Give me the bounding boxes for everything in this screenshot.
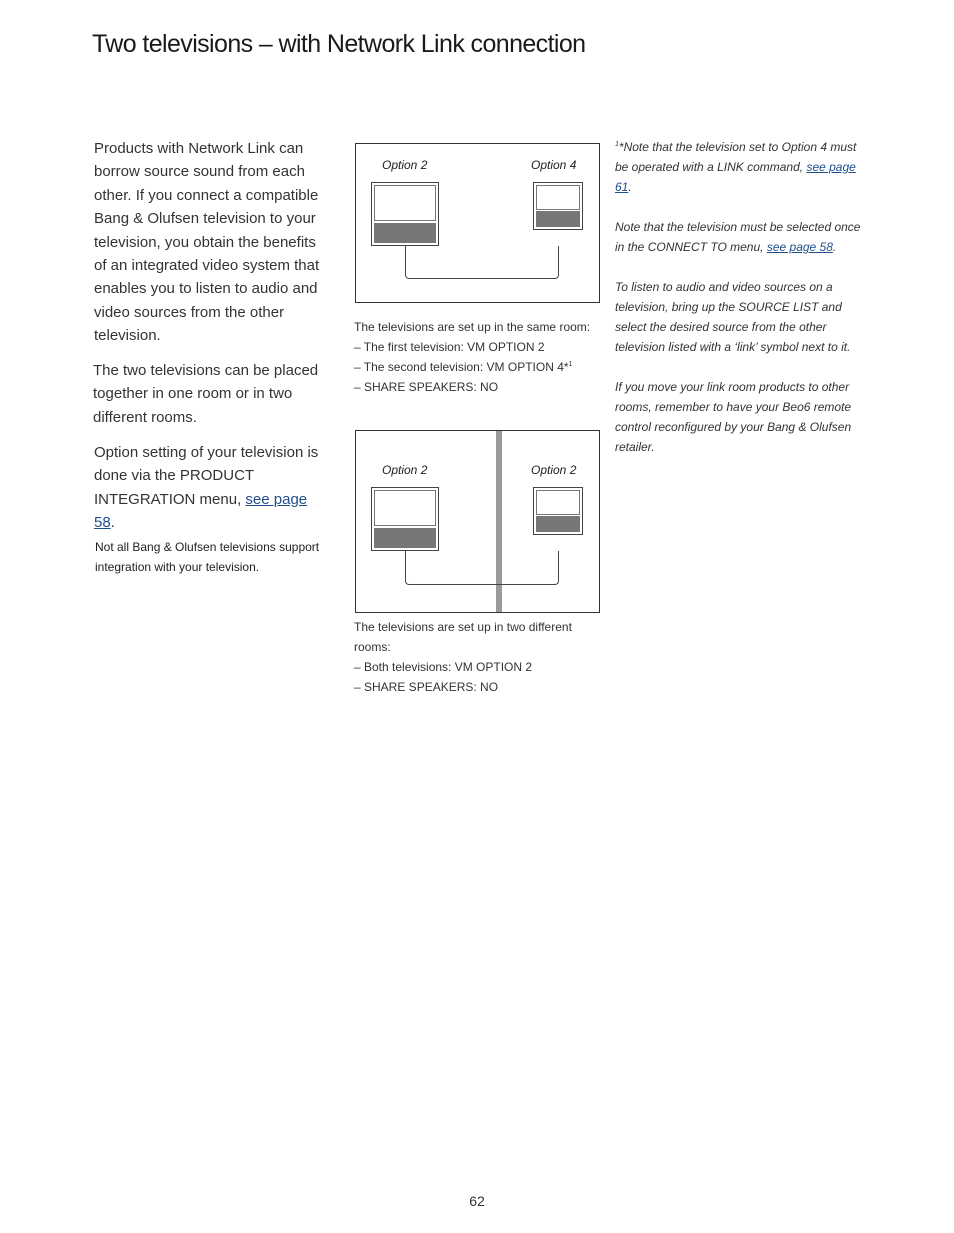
tv-stand [374,223,436,243]
intro-paragraph-1 [94,137,326,348]
connect-to-note [615,217,865,257]
television-large-icon [371,487,439,551]
integration-note: Not all Bang & Olufsen televisions support integration with your television. [95,540,320,574]
option-label-left: Option 2 [382,463,428,477]
see-page-61-link[interactable]: see page 61 [615,160,856,194]
television-small-icon [533,487,583,535]
tv-stand [374,528,436,548]
source-list-text: To listen to audio and video sources on a television, bring up the SOURCE LIST and select the desired source from the other television listed with a ‘link’ symbol next to it. [615,280,851,354]
caption-item-text: – The second television: VM OPTION 4* [354,360,569,374]
caption-two-rooms [354,617,572,697]
intro-text-3-end: . [110,514,115,532]
reconfigure-note [615,377,865,457]
caption-intro: The televisions are set up in two different [354,620,572,634]
connect-to-text [615,217,865,257]
footnote-end: . [628,180,632,194]
caption-intro-cont: rooms: [354,640,391,654]
footnote-text [615,137,865,197]
intro-paragraph-2 [93,359,325,429]
intro-text-1: Products with Network Link can borrow source sound from each other. If you connect a compatible Bang & Olufsen television to your television, you obtain the benefits of an integrated video system that enables you to listen to audio and video sources from the other television. [94,140,320,345]
footnote-body: *Note that the television set to Option 4 must be operated with a LINK command, [615,140,857,174]
television-small-icon [533,182,583,230]
footnote-marker: 1 [568,361,573,368]
diagram-two-rooms [355,430,600,613]
caption-item-text: – The first television: VM OPTION 2 [354,340,545,354]
tv-screen [536,185,580,210]
page-number: 62 [469,1193,485,1209]
caption-item-text: – Both televisions: VM OPTION 2 [354,660,533,674]
page-title: Two televisions – with Network Link connection [92,30,586,58]
caption-item [354,377,590,397]
connect-to-body: Note that the television must be selected once in the CONNECT TO menu, [615,220,861,254]
tv-screen [536,490,580,515]
caption-same-room [354,317,590,397]
caption-item-text: – SHARE SPEAKERS: NO [354,680,499,694]
option-label-left: Option 2 [382,158,428,172]
footnote-marker: 1 [615,141,619,148]
network-link-cable [405,551,559,585]
tv-stand [536,211,580,227]
caption-intro: The televisions are set up in the same room: [354,320,591,334]
tv-screen [374,185,436,221]
option-label-right: Option 4 [531,158,577,172]
tv-screen [374,490,436,526]
option-label-right: Option 2 [531,463,577,477]
reconfigure-text: If you move your link room products to other rooms, remember to have your Beo6 remote control reconfigured by your Bang & Olufsen retailer. [615,380,852,454]
connect-to-end: . [832,240,837,254]
network-link-cable [405,246,559,279]
intro-text-3-body: Option setting of your television is done via the PRODUCT INTEGRATION menu, [94,444,319,508]
source-list-note [615,277,865,357]
see-page-58-link-sidebar[interactable]: see page 58 [766,240,833,254]
see-page-58-link[interactable]: see page 58 [94,490,308,532]
caption-item-text: – SHARE SPEAKERS: NO [354,380,499,394]
diagram-same-room [355,143,600,303]
tv-stand [536,516,580,532]
caption-item [354,337,590,357]
television-large-icon [371,182,439,246]
caption-item [354,657,572,677]
intro-text-3 [94,441,326,535]
intro-text-2: The two televisions can be placed together in one room or in two different rooms. [93,362,319,426]
footnote-option-4 [615,137,865,197]
intro-paragraph-3 [94,441,326,535]
caption-item [354,677,572,697]
caption-item [354,357,590,377]
